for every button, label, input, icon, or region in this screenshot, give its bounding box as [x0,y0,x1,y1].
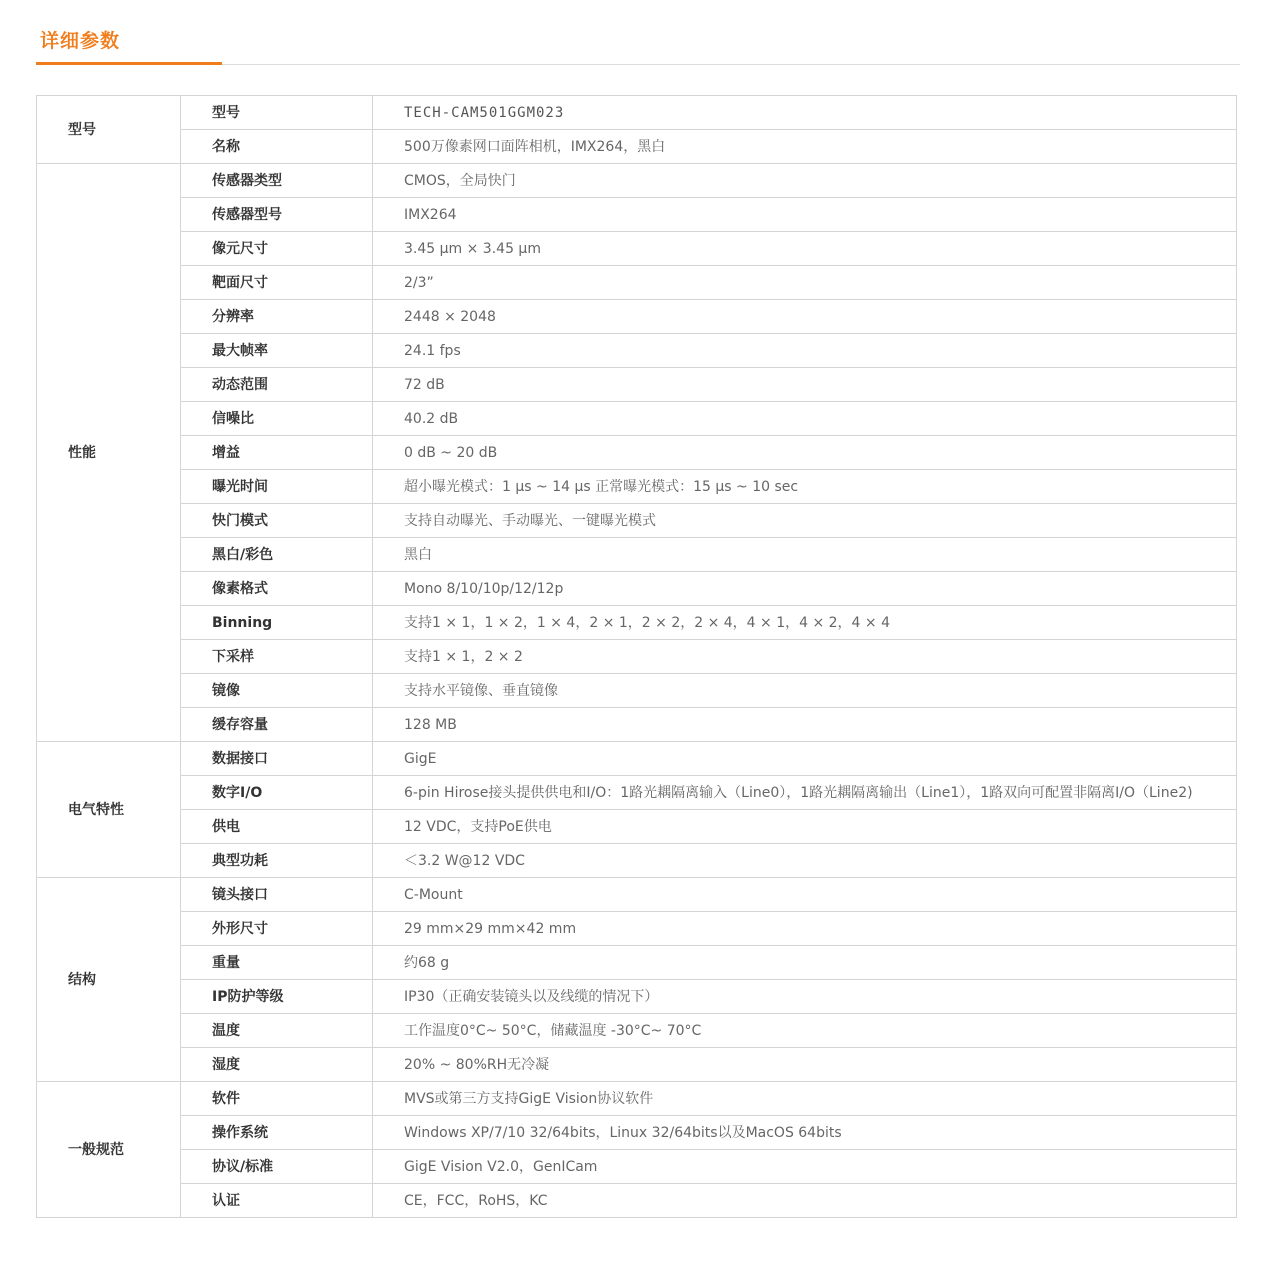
param-label: 镜像 [181,674,373,708]
param-label: 最大帧率 [181,334,373,368]
spec-table-body [37,96,1237,1218]
table-row [37,504,1237,538]
param-label: 数据接口 [181,742,373,776]
param-value: 支持自动曝光、手动曝光、一键曝光模式 [373,504,1237,538]
page-title: 详细参数 [40,30,121,52]
table-row [37,1082,1237,1116]
param-label: 温度 [181,1014,373,1048]
param-value: 约68 g [373,946,1237,980]
table-row [37,946,1237,980]
table-row [37,776,1237,810]
param-label: 靶面尺寸 [181,266,373,300]
table-row [37,810,1237,844]
param-label: 数字I/O [181,776,373,810]
table-row [37,232,1237,266]
param-value: 40.2 dB [373,402,1237,436]
table-row [37,1116,1237,1150]
param-value: TECH-CAM501GGM023 [373,96,1237,130]
param-value: 128 MB [373,708,1237,742]
param-value: 黑白 [373,538,1237,572]
param-value: 支持水平镜像、垂直镜像 [373,674,1237,708]
param-value: 支持1 × 1，1 × 2，1 × 4，2 × 1，2 × 2，2 × 4，4 × 1，4 × 2，4 × 4 [373,606,1237,640]
param-label: 下采样 [181,640,373,674]
table-row [37,674,1237,708]
param-label: IP防护等级 [181,980,373,1014]
param-value: 72 dB [373,368,1237,402]
table-row [37,334,1237,368]
spec-table [36,95,1237,1218]
param-value: 20% ~ 80%RH无冷凝 [373,1048,1237,1082]
param-label: 传感器类型 [181,164,373,198]
param-value: 2/3” [373,266,1237,300]
param-value: CMOS，全局快门 [373,164,1237,198]
table-row [37,436,1237,470]
table-row [37,1014,1237,1048]
param-label: 黑白/彩色 [181,538,373,572]
param-label: 像素格式 [181,572,373,606]
param-label: 缓存容量 [181,708,373,742]
table-row [37,266,1237,300]
param-label: 名称 [181,130,373,164]
param-label: 湿度 [181,1048,373,1082]
param-value: 3.45 µm × 3.45 µm [373,232,1237,266]
param-value: 2448 × 2048 [373,300,1237,334]
param-value: GigE Vision V2.0，GenICam [373,1150,1237,1184]
table-row [37,606,1237,640]
param-label: 曝光时间 [181,470,373,504]
param-label: 信噪比 [181,402,373,436]
param-value: 24.1 fps [373,334,1237,368]
group-label: 型号 [37,96,181,164]
table-row [37,708,1237,742]
param-label: 操作系统 [181,1116,373,1150]
param-label: 重量 [181,946,373,980]
param-label: Binning [181,606,373,640]
param-label: 分辨率 [181,300,373,334]
table-row [37,640,1237,674]
table-row [37,470,1237,504]
table-row [37,878,1237,912]
param-value: 29 mm×29 mm×42 mm [373,912,1237,946]
param-value: 0 dB ~ 20 dB [373,436,1237,470]
title-accent-underline [36,62,222,65]
table-row [37,96,1237,130]
param-label: 外形尺寸 [181,912,373,946]
param-value: IMX264 [373,198,1237,232]
param-value: 支持1 × 1，2 × 2 [373,640,1237,674]
table-row [37,844,1237,878]
param-value: CE，FCC，RoHS，KC [373,1184,1237,1218]
param-value: 超小曝光模式：1 μs ~ 14 μs 正常曝光模式：15 μs ~ 10 sec [373,470,1237,504]
param-value: C-Mount [373,878,1237,912]
param-value: GigE [373,742,1237,776]
table-row [37,912,1237,946]
group-label: 结构 [37,878,181,1082]
group-label: 性能 [37,164,181,742]
param-label: 协议/标准 [181,1150,373,1184]
table-row [37,538,1237,572]
param-value: 500万像素网口面阵相机，IMX264，黑白 [373,130,1237,164]
table-row [37,368,1237,402]
table-row [37,742,1237,776]
section-header [36,24,1240,65]
param-value: Mono 8/10/10p/12/12p [373,572,1237,606]
table-row [37,402,1237,436]
table-row [37,164,1237,198]
table-row [37,1184,1237,1218]
param-value: Windows XP/7/10 32/64bits，Linux 32/64bits以及MacOS 64bits [373,1116,1237,1150]
param-value: MVS或第三方支持GigE Vision协议软件 [373,1082,1237,1116]
table-row [37,130,1237,164]
param-label: 动态范围 [181,368,373,402]
param-label: 传感器型号 [181,198,373,232]
table-row [37,300,1237,334]
table-row [37,980,1237,1014]
group-label: 一般规范 [37,1082,181,1218]
param-value: 工作温度0°C~ 50°C，储藏温度 -30°C~ 70°C [373,1014,1237,1048]
param-value: IP30（正确安装镜头以及线缆的情况下） [373,980,1237,1014]
param-label: 增益 [181,436,373,470]
table-row [37,1150,1237,1184]
param-value: 6-pin Hirose接头提供供电和I/O：1路光耦隔离输入（Line0），1路光耦隔离输出（Line1），1路双向可配置非隔离I/O（Line2) [373,776,1237,810]
param-label: 供电 [181,810,373,844]
param-value: 12 VDC，支持PoE供电 [373,810,1237,844]
param-value: ＜3.2 W@12 VDC [373,844,1237,878]
param-label: 认证 [181,1184,373,1218]
param-label: 软件 [181,1082,373,1116]
param-label: 像元尺寸 [181,232,373,266]
table-row [37,1048,1237,1082]
param-label: 型号 [181,96,373,130]
table-row [37,198,1237,232]
param-label: 快门模式 [181,504,373,538]
param-label: 镜头接口 [181,878,373,912]
param-label: 典型功耗 [181,844,373,878]
group-label: 电气特性 [37,742,181,878]
table-row [37,572,1237,606]
